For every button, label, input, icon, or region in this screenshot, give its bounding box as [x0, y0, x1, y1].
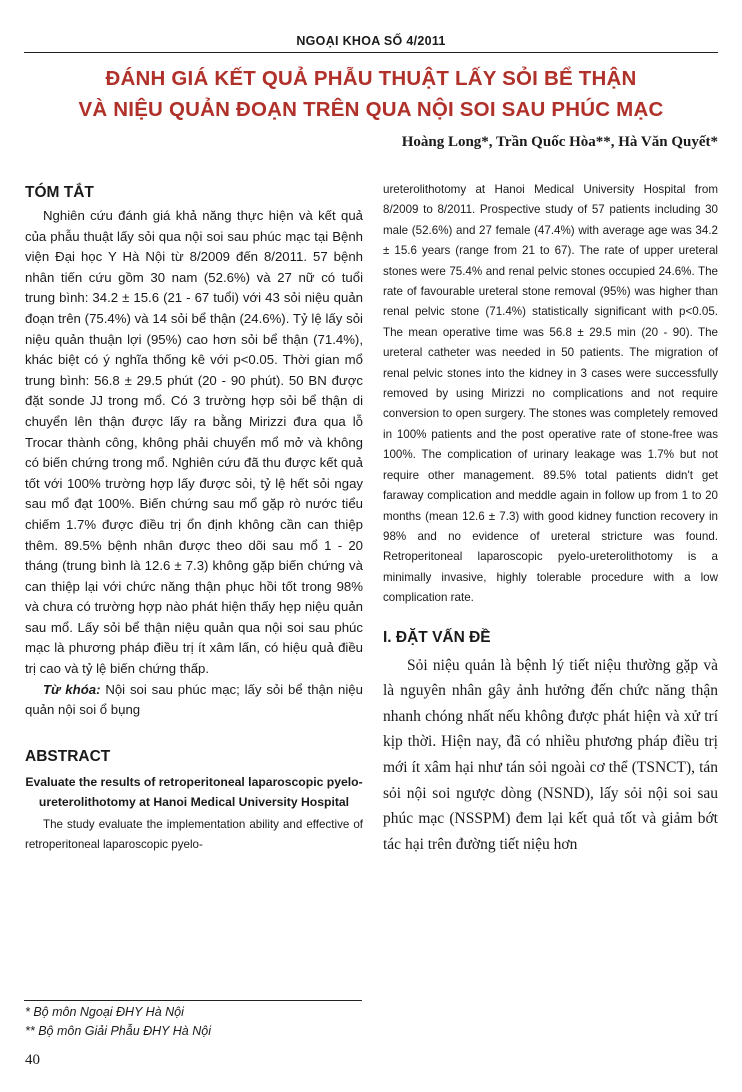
vn-abstract-heading: TÓM TẮT [25, 184, 94, 201]
keywords-label: Từ khóa: [43, 681, 101, 697]
en-abstract-body-part1: The study evaluate the implementation ability and effective of retroperitoneal laparoscopic pyelo- [25, 817, 363, 852]
left-column [25, 184, 363, 856]
footnotes [25, 1003, 211, 1041]
section-1-body: Sỏi niệu quản là bệnh lý tiết niệu thường gặp và là nguyên nhân gây ảnh hưởng đến chức năng thận nhanh chóng nhất nếu không được phát hiện và xử trí kịp thời. Hiện nay, đã có nhiều phương pháp điều trị mới ít xâm hại như tán sỏi ngoài cơ thể (TSNCT), tán sỏi nội soi ngược dòng (NSND), lấy sỏi nội soi sau phúc mạc (NSSPM) đem lại kết quả tốt và giảm bớt tác hại trên đường tiết niệu hơn [383, 656, 718, 853]
footnote-1: * Bộ môn Ngoại ĐHY Hà Nội [25, 1005, 184, 1019]
keywords-text: Nội soi sau phúc mạc; lấy sỏi bể thận niệu quản nội soi ổ bụng [25, 681, 363, 718]
page-number: 40 [25, 1052, 40, 1068]
keywords [25, 680, 363, 721]
footnote-rule [24, 1000, 362, 1001]
author-list: Hoàng Long*, Trần Quốc Hòa**, Hà Văn Quyết* [401, 134, 718, 150]
en-abstract-title: Evaluate the results of retroperitoneal laparoscopic pyelo-ureterolithotomy at Hanoi Medical University Hospital [25, 774, 363, 810]
en-abstract-body-part2: ureterolithotomy at Hanoi Medical University Hospital from 8/2009 to 8/2011. Prospective study of 57 patients including 30 male (52.6%) and 27 female (47.4%) with average age was 34.2 ± 15.6 years (range from 21 to 67). The rate of upper ureteral stones were 75.4% and renal pelvic stones occupied 24.6%. The rate of favourable ureteral stone removal (95%) was higher than renal pelvic stone (71.4%) statistically significant with p<0.05. The mean operative time was 56.8 ± 29.5 min (20 - 90). The ureteral catheter was needed in 50 patients. The migration of renal pelvic stones into the kidney in 3 cases were successfully removed by using Mirizzi no complications and not require conversion to open surgery. The stones was completely removed in 100% patients and the post operative rate of stone-free was 100%. The complication of urinary leakage was 1.7% but not require other management. 89.5% total patients didn't get faraway complication and meddle again in follow up from 1 to 20 months (mean 12.6 ± 7.3) with good kidney function recovery in 98% and no evidence of ureteral stricture was found. Retroperitoneal laparoscopic pyelo-ureterolithotomy is a minimally invasive, highly tolerable procedure with a low complication rate. [383, 183, 718, 605]
section-1-heading: I. ĐẶT VẤN ĐỀ [383, 628, 491, 646]
running-head: NGOẠI KHOA SỐ 4/2011 [296, 34, 446, 48]
article-title-line-2: VÀ NIỆU QUẢN ĐOẠN TRÊN QUA NỘI SOI SAU PHÚC MẠC [78, 98, 664, 121]
right-column [383, 180, 718, 857]
vn-abstract-body: Nghiên cứu đánh giá khả năng thực hiện và kết quả của phẫu thuật lấy sỏi qua nội soi sau phúc mạc tại Bệnh viện Đại học Y Hà Nội từ 8/2009 đến 8/2011. 57 bệnh nhân tiến cứu gồm 30 nam (52.6%) và 27 nữ có tuổi trung bình: 34.2 ± 15.6 (21 - 67 tuổi) với 43 sỏi niệu quản đoạn trên (75.4%) và 14 sỏi bể thận (24.6%). Tỷ lệ lấy sỏi niệu quản thuận lợi (95%) cao hơn sỏi bể thận (71.4%), khác biệt có ý nghĩa thống kê với p<0.05. Thời gian mổ trung bình: 56.8 ± 29.5 phút (20 - 90 phút). 50 BN được đặt sonde JJ trong mổ. Có 3 trường hợp sỏi bể thận di chuyển lên thận được lấy ra bằng Mirizzi đưa qua lỗ Trocar thành công, không phải chuyển mổ mở và không có biến chứng trong mổ. Nghiên cứu đã thu được kết quả tốt với 100% trường hợp lấy được sỏi, tỷ lệ hết sỏi ngay sau mổ đạt 100%. Biến chứng sau mổ gặp rò nước tiểu chiếm 1.7% được điều trị ổn định không cần can thiệp thêm. 89.5% bệnh nhân được theo dõi sau mổ 1 - 20 tháng (trung bình là 12.6 ± 7.3) không gặp biến chứng và can thiệp lại với chức năng thận phục hồi tốt trong 98% và chưa có trường hợp nào phát hiện thấy hẹp niệu quản sau mổ. Lấy sỏi bể thận niệu quản qua nội soi sau phúc mạc là phương pháp điều trị ít xâm lấn, có hiệu quả điều trị cao và tỷ lệ biến chứng thấp. [25, 208, 363, 677]
footnote-2: ** Bộ môn Giải Phẫu ĐHY Hà Nội [25, 1024, 211, 1038]
header-rule [24, 52, 718, 53]
en-abstract-heading: ABSTRACT [25, 747, 111, 765]
vn-abstract [25, 206, 363, 721]
article-title-line-1: ĐÁNH GIÁ KẾT QUẢ PHẪU THUẬT LẤY SỎI BỂ THẬN [105, 67, 637, 90]
